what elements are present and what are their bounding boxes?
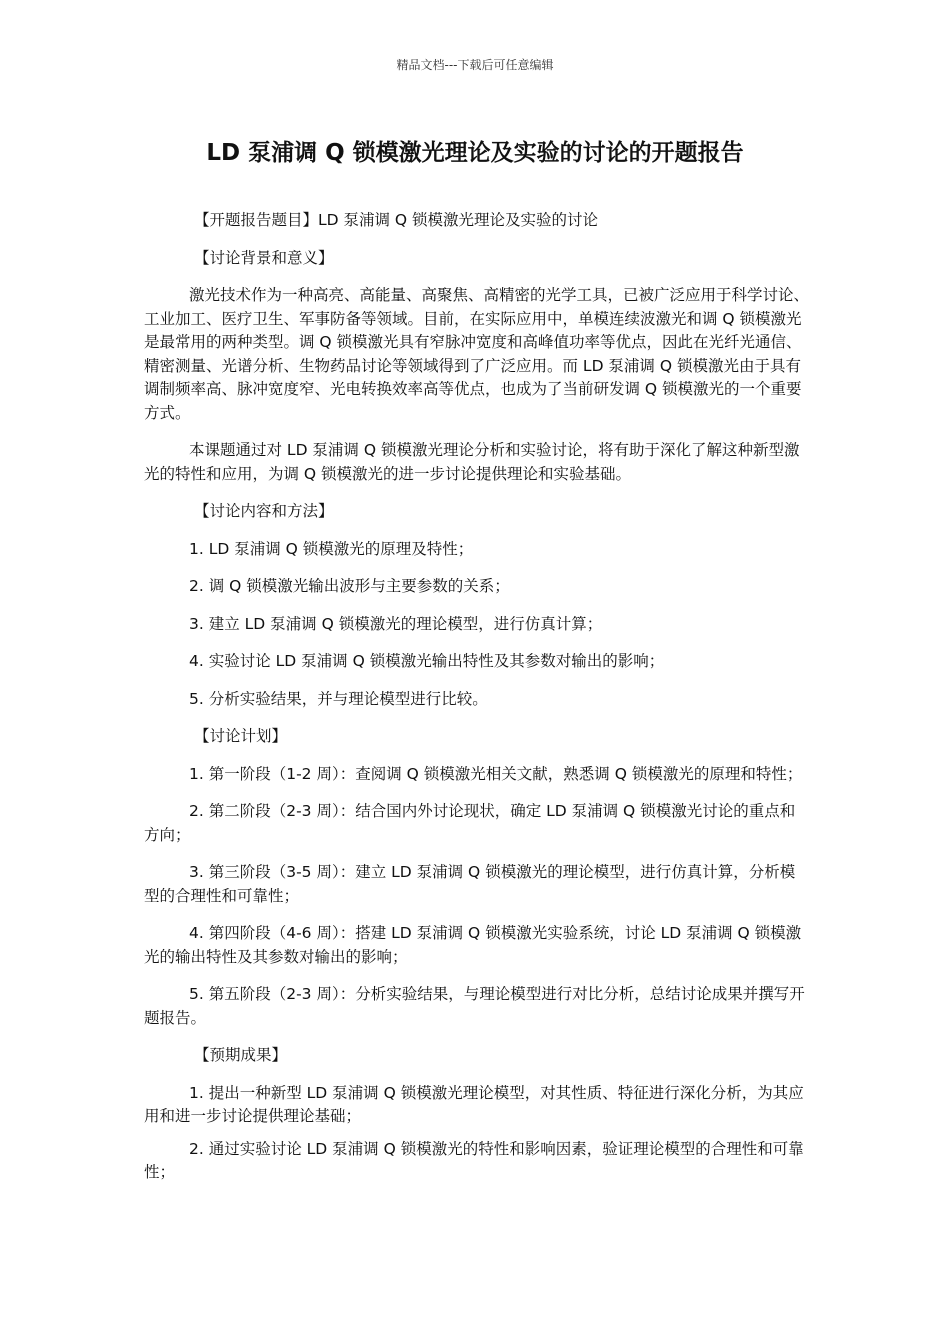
content-item: 1. LD 泵浦调 Q 锁模激光的原理及特性； <box>189 539 474 558</box>
plan-item: 2. 第二阶段（2-3 周）：结合国内外讨论现状，确定 LD 泵浦调 Q 锁模激光讨论的重点和方向； <box>144 802 796 844</box>
document-body <box>144 209 810 1194</box>
topic-line: 【开题报告题目】LD 泵浦调 Q 锁模激光理论及实验的讨论 <box>194 211 599 229</box>
header-note: 精品文档---下载后可任意编辑 <box>396 58 554 72</box>
plan-item: 5. 第五阶段（2-3 周）：分析实验结果，与理论模型进行对比分析，总结讨论成果并撰写开题报告。 <box>144 985 805 1027</box>
section-heading-outcomes: 【预期成果】 <box>194 1046 288 1064</box>
section-heading-plan: 【讨论计划】 <box>194 727 288 745</box>
plan-item: 3. 第三阶段（3-5 周）：建立 LD 泵浦调 Q 锁模激光的理论模型，进行仿真计算，分析模型的合理性和可靠性； <box>144 863 796 905</box>
content-item: 3. 建立 LD 泵浦调 Q 锁模激光的理论模型，进行仿真计算； <box>189 614 603 633</box>
section-heading-content: 【讨论内容和方法】 <box>194 502 334 520</box>
background-paragraph: 激光技术作为一种高亮、高能量、高聚焦、高精密的光学工具，已被广泛应用于科学讨论、工业加工、医疗卫生、军事防备等领域。目前，在实际应用中，单模连续波激光和调 Q 锁模激光是最常用的两种类型。调 Q 锁模激光具有窄脉冲宽度和高峰值功率等优点，因此在光纤光通信、精密测量、光谱分析、生物药品讨论等领域得到了广泛应用。而 LD 泵浦调 Q 锁模激光由于具有调制频率高、脉冲宽度窄、光电转换效率高等优点，也成为了当前研发调 Q 锁模激光的一个重要方式。 <box>144 286 810 422</box>
background-paragraph: 本课题通过对 LD 泵浦调 Q 锁模激光理论分析和实验讨论，将有助于深化了解这种新型激光的特性和应用，为调 Q 锁模激光的进一步讨论提供理论和实验基础。 <box>144 441 800 483</box>
plan-item: 4. 第四阶段（4-6 周）：搭建 LD 泵浦调 Q 锁模激光实验系统，讨论 LD 泵浦调 Q 锁模激光的输出特性及其参数对输出的影响； <box>144 924 802 966</box>
outcome-item: 1. 提出一种新型 LD 泵浦调 Q 锁模激光理论模型，对其性质、特征进行深化分析，为其应用和进一步讨论提供理论基础； <box>144 1083 804 1125</box>
content-item: 4. 实验讨论 LD 泵浦调 Q 锁模激光输出特性及其参数对输出的影响； <box>189 652 665 670</box>
content-item: 2. 调 Q 锁模激光输出波形与主要参数的关系； <box>189 577 510 595</box>
plan-item: 1. 第一阶段（1-2 周）：查阅调 Q 锁模激光相关文献，熟悉调 Q 锁模激光的原理和特性； <box>189 764 803 783</box>
document-title: LD 泵浦调 Q 锁模激光理论及实验的讨论的开题报告 <box>206 140 744 166</box>
section-heading-background: 【讨论背景和意义】 <box>194 248 334 267</box>
outcome-item: 2. 通过实验讨论 LD 泵浦调 Q 锁模激光的特性和影响因素，验证理论模型的合理性和可靠性； <box>144 1139 804 1181</box>
content-item: 5. 分析实验结果，并与理论模型进行比较。 <box>189 689 488 708</box>
